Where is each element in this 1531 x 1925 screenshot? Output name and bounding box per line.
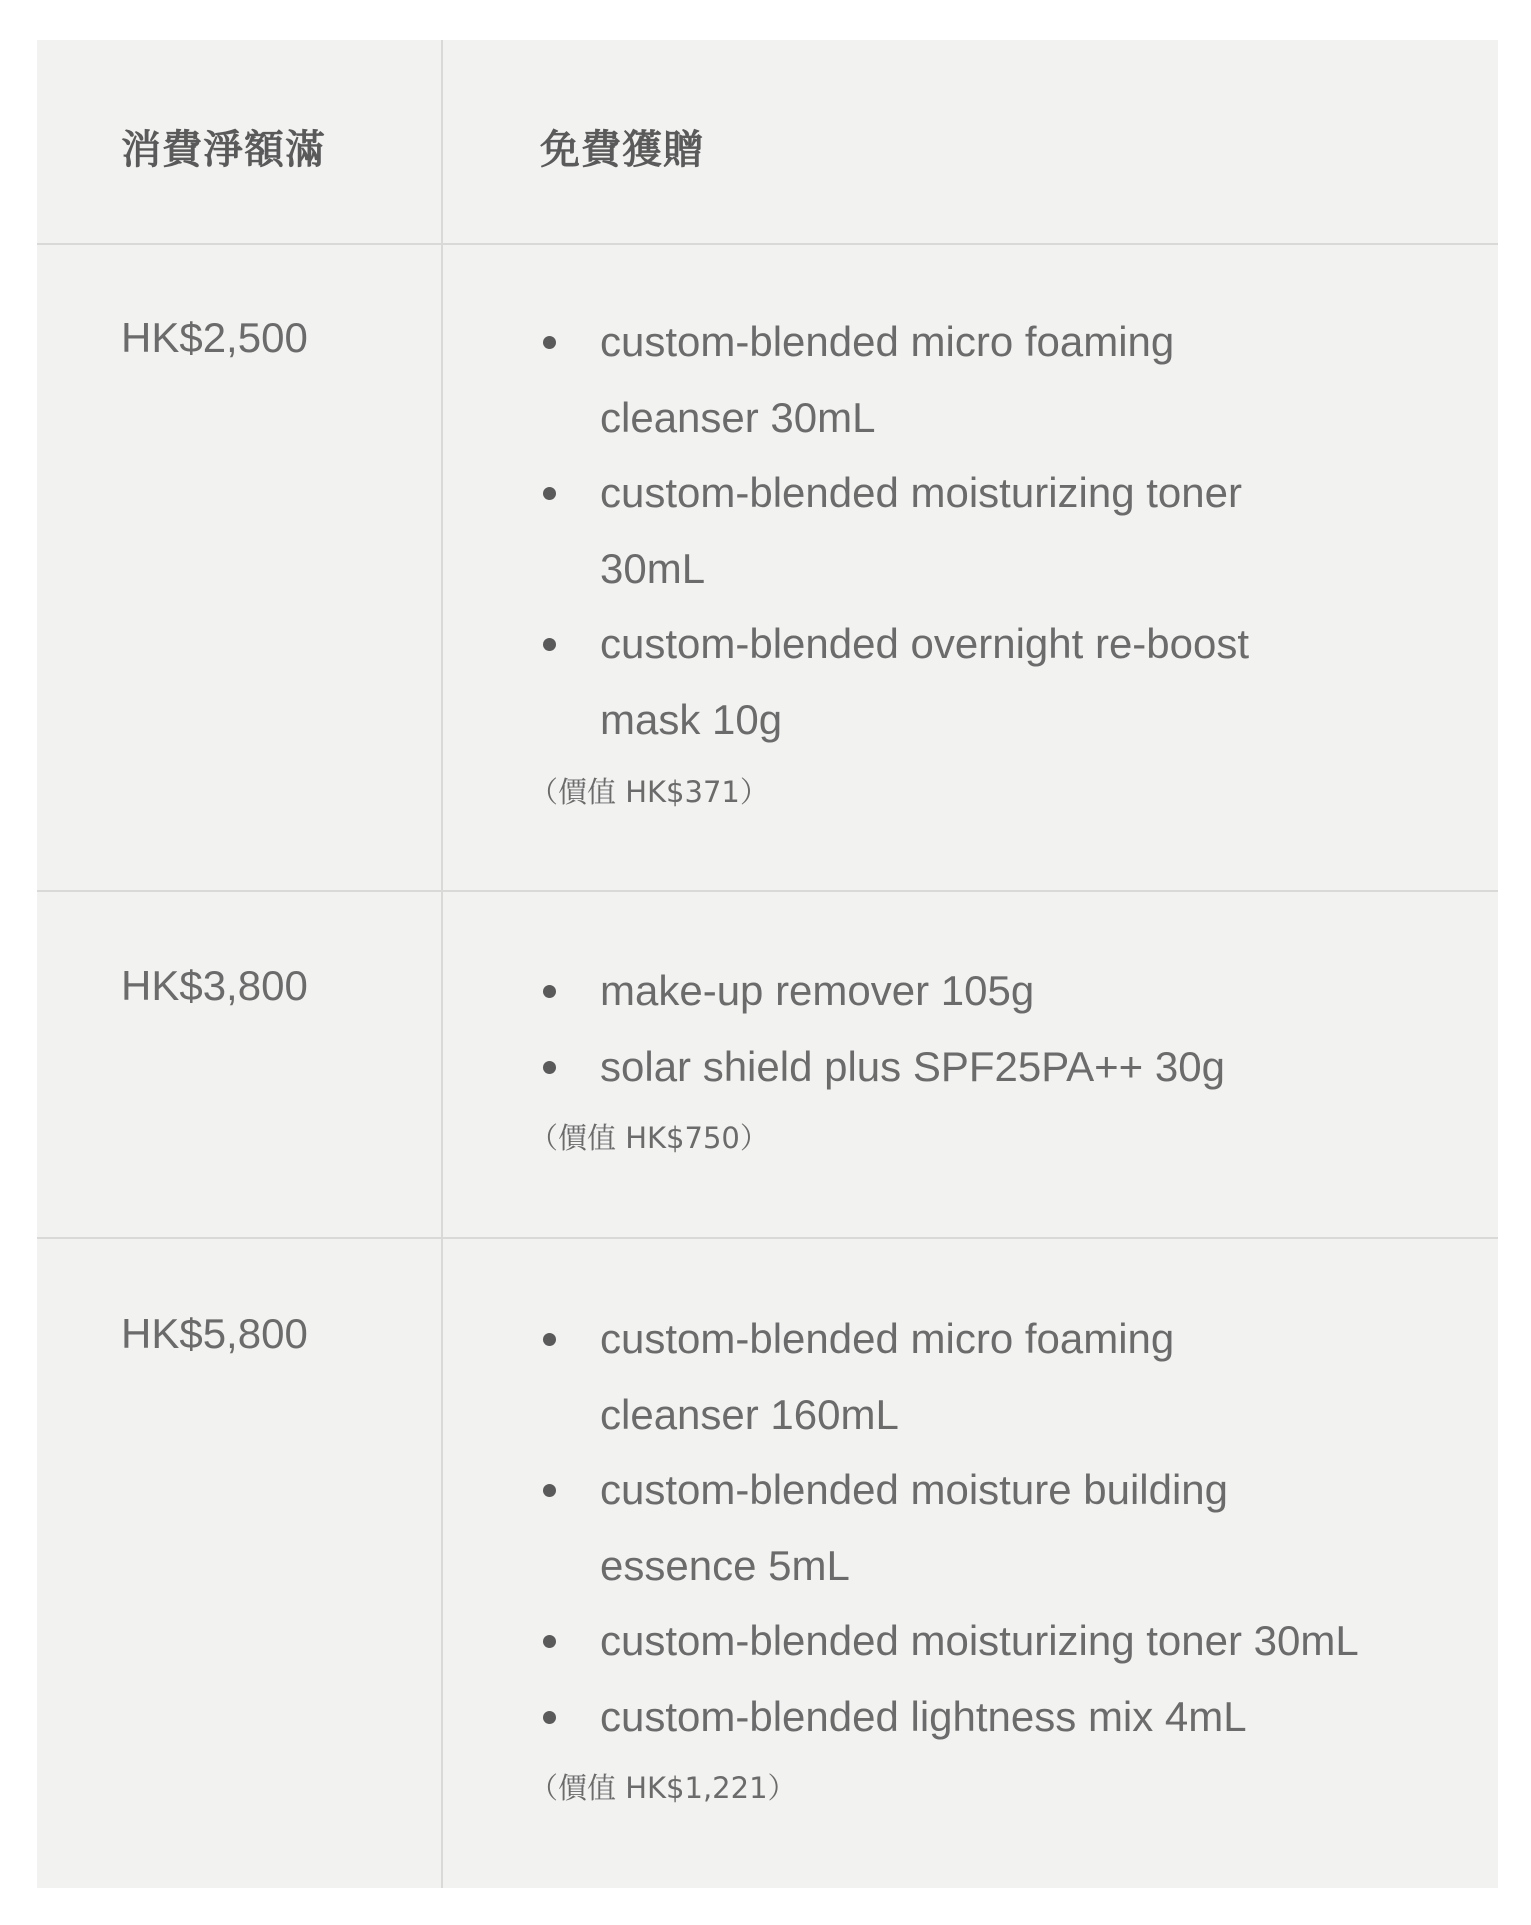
gift-item-text: custom-blended micro foaming cleanser 30mL [600, 318, 1175, 441]
gift-item-text: custom-blended moisture building essence 5mL [600, 1466, 1229, 1589]
list-item [535, 1679, 1435, 1755]
list-item [535, 1452, 1300, 1603]
gift-item-text: custom-blended moisturizing toner 30mL [600, 1617, 1359, 1664]
gift-list [535, 953, 1465, 1104]
value-note: （價值 HK$750） [529, 1121, 769, 1155]
bullet-icon [543, 487, 556, 500]
list-item [535, 1029, 1465, 1105]
gift-item-text: custom-blended lightness mix 4mL [600, 1692, 1247, 1740]
list-item [535, 1603, 1435, 1679]
header-threshold: 消費淨額滿 [121, 127, 326, 173]
bullet-icon [543, 1711, 556, 1724]
gift-item-text: custom-blended overnight re-boost mask 10g [600, 620, 1250, 743]
list-item [535, 455, 1255, 606]
bullet-icon [543, 1061, 556, 1074]
gift-list [535, 1301, 1435, 1754]
threshold-amount: HK$2,500 [121, 314, 308, 361]
bullet-icon [543, 1333, 556, 1346]
gift-item-text: custom-blended moisturizing toner 30mL [600, 469, 1242, 592]
list-item [535, 304, 1255, 455]
value-note: （價值 HK$371） [529, 775, 769, 809]
value-note: （價值 HK$1,221） [529, 1771, 797, 1805]
list-item [535, 953, 1465, 1029]
bullet-icon [543, 1484, 556, 1497]
bullet-icon [543, 1635, 556, 1648]
list-item [535, 1301, 1250, 1452]
header-row-divider [37, 243, 1498, 245]
gift-list [535, 304, 1255, 757]
threshold-amount: HK$3,800 [121, 962, 308, 1009]
gift-table [37, 40, 1498, 1888]
gift-item-text: custom-blended micro foaming cleanser 160mL [600, 1315, 1175, 1438]
threshold-amount: HK$5,800 [121, 1310, 308, 1357]
column-divider [441, 40, 443, 1888]
list-item [535, 606, 1255, 757]
bullet-icon [543, 638, 556, 651]
gift-item-text: make-up remover 105g [600, 967, 1035, 1014]
bullet-icon [543, 985, 556, 998]
bullet-icon [543, 336, 556, 349]
row-divider [37, 890, 1498, 892]
row-divider [37, 1237, 1498, 1239]
gift-item-text: solar shield plus SPF25PA++ 30g [600, 1042, 1225, 1090]
header-gift: 免費獲贈 [540, 127, 704, 173]
